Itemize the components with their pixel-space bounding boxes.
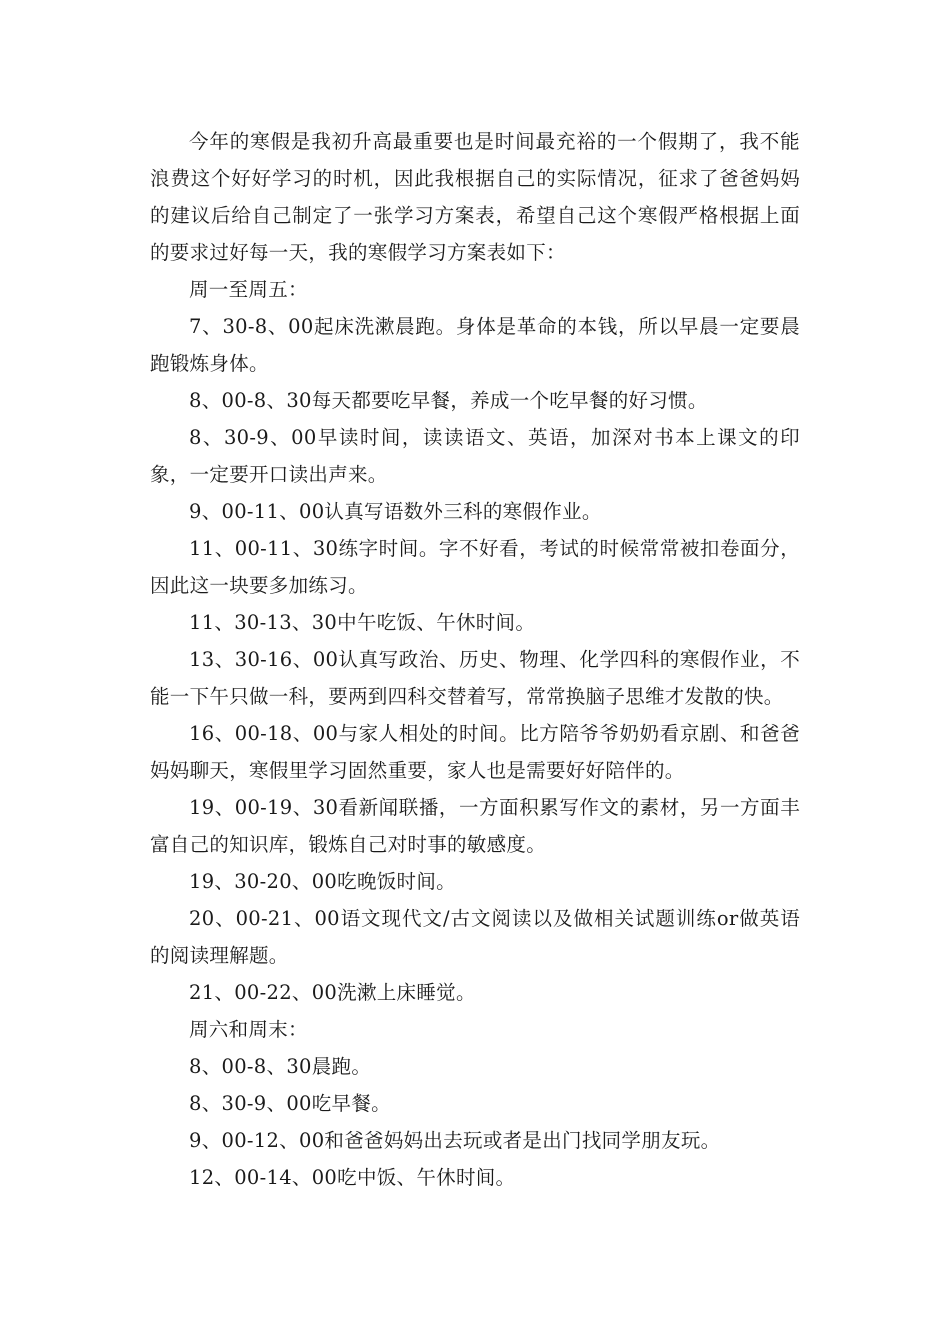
intro-paragraph: 今年的寒假是我初升高最重要也是时间最充裕的一个假期了，我不能浪费这个好好学习的时机，因此我根据自己的实际情况，征求了爸爸妈妈的建议后给自己制定了一张学习方案表，希望自己这个寒假严格根据上面的要求过好每一天，我的寒假学习方案表如下： — [150, 130, 800, 264]
schedule-item: 7、30-8、00起床洗漱晨跑。身体是革命的本钱，所以早晨一定要晨跑锻炼身体。 — [150, 315, 800, 375]
schedule-item: 9、00-12、00和爸爸妈妈出去玩或者是出门找同学朋友玩。 — [189, 1129, 721, 1152]
schedule-item: 20、00-21、00语文现代文/古文阅读以及做相关试题训练or做英语的阅读理解题。 — [150, 907, 800, 967]
schedule-item: 8、30-9、00吃早餐。 — [189, 1092, 391, 1115]
schedule-item: 9、00-11、00认真写语数外三科的寒假作业。 — [189, 500, 602, 523]
schedule-item: 8、00-8、30晨跑。 — [189, 1055, 372, 1078]
schedule-item: 12、00-14、00吃中饭、午休时间。 — [189, 1166, 516, 1189]
schedule-item: 21、00-22、00洗漱上床睡觉。 — [189, 981, 476, 1004]
weekday-heading: 周一至周五： — [189, 278, 308, 301]
schedule-item: 19、30-20、00吃晚饭时间。 — [189, 870, 456, 893]
schedule-item: 8、30-9、00早读时间，读读语文、英语，加深对书本上课文的印象，一定要开口读出声来。 — [150, 426, 800, 486]
schedule-item: 8、00-8、30每天都要吃早餐，养成一个吃早餐的好习惯。 — [189, 389, 708, 412]
schedule-item: 11、00-11、30练字时间。字不好看，考试的时候常常被扣卷面分，因此这一块要多加练习。 — [150, 537, 800, 597]
weekend-heading: 周六和周末： — [189, 1018, 308, 1041]
schedule-item: 16、00-18、00与家人相处的时间。比方陪爷爷奶奶看京剧、和爸爸妈妈聊天，寒假里学习固然重要，家人也是需要好好陪伴的。 — [150, 722, 800, 782]
schedule-item: 11、30-13、30中午吃饭、午休时间。 — [189, 611, 536, 634]
schedule-item: 13、30-16、00认真写政治、历史、物理、化学四科的寒假作业，不能一下午只做一科，要两到四科交替着写，常常换脑子思维才发散的快。 — [150, 648, 800, 708]
document-page — [150, 123, 800, 1196]
schedule-item: 19、00-19、30看新闻联播，一方面积累写作文的素材，另一方面丰富自己的知识库，锻炼自己对时事的敏感度。 — [150, 796, 800, 856]
